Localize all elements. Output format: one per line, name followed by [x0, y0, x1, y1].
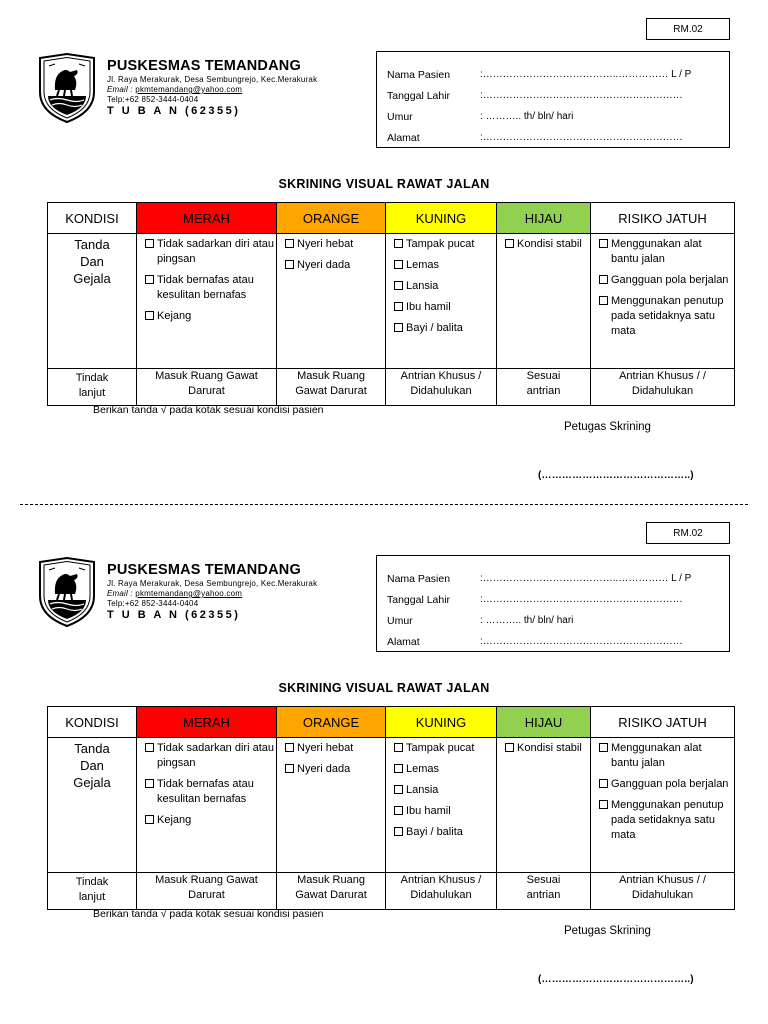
- checkbox-item[interactable]: [591, 273, 734, 288]
- checkbox-item[interactable]: [386, 825, 496, 840]
- screening-form-top: [0, 0, 768, 500]
- clinic-name: PUSKESMAS TEMANDANG: [107, 58, 301, 74]
- followup-hijau: Sesuai antrian: [497, 873, 591, 910]
- checkbox-label: Kejang: [157, 814, 192, 826]
- empty-checkbox-icon[interactable]: [285, 743, 294, 752]
- empty-checkbox-icon[interactable]: [145, 815, 154, 824]
- clinic-phone: Telp:+62 852-3444-0404: [107, 599, 199, 608]
- header-kuning: KUNING: [386, 203, 497, 234]
- screening-form-bottom: [0, 504, 768, 1004]
- signs-orange-cell: [277, 234, 386, 369]
- checkbox-label: Menggunakan penutup pada setidaknya satu mata: [611, 295, 724, 337]
- patient-name-label: Nama Pasien: [387, 69, 451, 81]
- form-title: SKRINING VISUAL RAWAT JALAN: [278, 177, 490, 191]
- checkbox-item[interactable]: [386, 279, 496, 294]
- clinic-email: pkmtemandang@yahoo.com: [135, 85, 243, 94]
- address-field[interactable]: :……………………………………………………: [480, 636, 683, 647]
- checkbox-item[interactable]: [386, 741, 496, 756]
- clinic-email-line: [107, 589, 317, 599]
- checkbox-label: Tampak pucat: [406, 238, 475, 250]
- empty-checkbox-icon[interactable]: [394, 827, 403, 836]
- header-merah: MERAH: [137, 203, 277, 234]
- patient-info-box: [376, 51, 730, 148]
- checkbox-item[interactable]: [591, 294, 734, 339]
- age-label: Umur: [387, 615, 413, 627]
- empty-checkbox-icon[interactable]: [394, 785, 403, 794]
- checkbox-item[interactable]: [277, 762, 385, 777]
- checkbox-item[interactable]: [137, 237, 276, 267]
- empty-checkbox-icon[interactable]: [285, 239, 294, 248]
- clinic-phone: Telp:+62 852-3444-0404: [107, 95, 199, 104]
- age-field[interactable]: : ……….. th/ bln/ hari: [480, 111, 574, 122]
- checkbox-label: Lemas: [406, 763, 440, 775]
- checkbox-item[interactable]: [137, 309, 276, 324]
- patient-info-box: [376, 555, 730, 652]
- checkbox-item[interactable]: [497, 741, 590, 756]
- empty-checkbox-icon[interactable]: [599, 275, 608, 284]
- empty-checkbox-icon[interactable]: [394, 743, 403, 752]
- checkbox-label: Tidak sadarkan diri atau pingsan: [157, 238, 274, 265]
- clinic-city: T U B A N (62355): [107, 105, 241, 117]
- checkbox-item[interactable]: [591, 237, 734, 267]
- checkbox-label: Lansia: [406, 280, 439, 292]
- followup-row-label: Tindak lanjut: [48, 369, 137, 406]
- crest-logo-icon: [37, 52, 97, 124]
- form-code: RM.02: [646, 18, 730, 40]
- empty-checkbox-icon[interactable]: [505, 743, 514, 752]
- clinic-email: pkmtemandang@yahoo.com: [135, 589, 243, 598]
- checkbox-label: Tidak sadarkan diri atau pingsan: [157, 742, 274, 769]
- followup-merah: Masuk Ruang Gawat Darurat: [137, 369, 277, 406]
- checkbox-label: Bayi / balita: [406, 826, 463, 838]
- checkbox-item[interactable]: [591, 777, 734, 792]
- header-hijau: HIJAU: [497, 203, 591, 234]
- header-kondisi: KONDISI: [48, 203, 137, 234]
- checkbox-item[interactable]: [386, 321, 496, 336]
- email-label: Email :: [107, 589, 133, 598]
- header-hijau: HIJAU: [497, 707, 591, 738]
- clinic-address: Jl. Raya Merakurak, Desa Sembungrejo, Kec.Merakurak: [107, 75, 318, 84]
- empty-checkbox-icon[interactable]: [599, 743, 608, 752]
- checkbox-label: Kejang: [157, 310, 192, 322]
- empty-checkbox-icon[interactable]: [599, 800, 608, 809]
- checkbox-item[interactable]: [386, 762, 496, 777]
- patient-name-label: Nama Pasien: [387, 573, 451, 585]
- address-field[interactable]: :……………………………………………………: [480, 132, 683, 143]
- checkbox-label: Tidak bernafas atau kesulitan bernafas: [157, 274, 254, 301]
- empty-checkbox-icon[interactable]: [599, 239, 608, 248]
- signs-merah-cell: [137, 738, 277, 873]
- followup-orange: Masuk Ruang Gawat Darurat: [277, 873, 386, 910]
- followup-orange: Masuk Ruang Gawat Darurat: [277, 369, 386, 406]
- signs-risiko-cell: [591, 738, 735, 873]
- signature-line[interactable]: (……………………………………..): [538, 470, 694, 481]
- signs-merah-cell: [137, 234, 277, 369]
- checkbox-label: Lemas: [406, 259, 440, 271]
- checkbox-item[interactable]: [277, 258, 385, 273]
- signs-kuning-cell: [386, 234, 497, 369]
- checkbox-label: Tidak bernafas atau kesulitan bernafas: [157, 778, 254, 805]
- checkbox-label: Gangguan pola berjalan: [611, 778, 729, 790]
- clinic-email-line: [107, 85, 317, 95]
- checkbox-label: Nyeri dada: [297, 259, 351, 271]
- checkbox-label: Kondisi stabil: [517, 742, 582, 754]
- header-risiko-jatuh: RISIKO JATUH: [591, 707, 735, 738]
- empty-checkbox-icon[interactable]: [394, 281, 403, 290]
- checkbox-item[interactable]: [386, 300, 496, 315]
- empty-checkbox-icon[interactable]: [285, 260, 294, 269]
- header-kondisi: KONDISI: [48, 707, 137, 738]
- checkbox-label: Kondisi stabil: [517, 238, 582, 250]
- signs-row-label: Tanda Dan Gejala: [48, 738, 137, 873]
- clinic-name: PUSKESMAS TEMANDANG: [107, 562, 301, 578]
- empty-checkbox-icon[interactable]: [145, 779, 154, 788]
- checkbox-label: Gangguan pola berjalan: [611, 274, 729, 286]
- screening-table: [47, 202, 735, 406]
- checkbox-item[interactable]: [277, 741, 385, 756]
- checkbox-label: Nyeri dada: [297, 763, 351, 775]
- checkbox-label: Ibu hamil: [406, 805, 451, 817]
- checkbox-label: Menggunakan alat bantu jalan: [611, 238, 702, 265]
- officer-label: Petugas Skrining: [564, 925, 651, 937]
- checkbox-item[interactable]: [277, 237, 385, 252]
- birth-date-label: Tanggal Lahir: [387, 594, 451, 606]
- checkbox-item[interactable]: [386, 804, 496, 819]
- header-merah: MERAH: [137, 707, 277, 738]
- patient-name-field[interactable]: :…………………………………..…………… L / P: [480, 69, 692, 80]
- followup-row-label: Tindak lanjut: [48, 873, 137, 910]
- empty-checkbox-icon[interactable]: [145, 743, 154, 752]
- checkbox-label: Ibu hamil: [406, 301, 451, 313]
- address-label: Alamat: [387, 636, 420, 648]
- checkbox-item[interactable]: [137, 741, 276, 771]
- form-title: SKRINING VISUAL RAWAT JALAN: [278, 681, 490, 695]
- header-orange: ORANGE: [277, 707, 386, 738]
- followup-risiko: Antrian Khusus / / Didahulukan: [591, 369, 735, 406]
- checkbox-item[interactable]: [591, 798, 734, 843]
- checkbox-label: Lansia: [406, 784, 439, 796]
- empty-checkbox-icon[interactable]: [599, 296, 608, 305]
- checkbox-item[interactable]: [591, 741, 734, 771]
- empty-checkbox-icon[interactable]: [394, 806, 403, 815]
- instruction-note: Berikan tanda √ pada kotak sesuai kondisi pasien: [93, 908, 324, 920]
- followup-kuning: Antrian Khusus / Didahulukan: [386, 369, 497, 406]
- crest-logo-icon: [37, 556, 97, 628]
- birth-date-field[interactable]: :……………………………………………………: [480, 90, 683, 101]
- checkbox-label: Menggunakan penutup pada setidaknya satu mata: [611, 799, 724, 841]
- checkbox-item[interactable]: [137, 273, 276, 303]
- checkbox-label: Nyeri hebat: [297, 742, 354, 754]
- checkbox-item[interactable]: [137, 777, 276, 807]
- address-label: Alamat: [387, 132, 420, 144]
- signs-kuning-cell: [386, 738, 497, 873]
- checkbox-label: Menggunakan alat bantu jalan: [611, 742, 702, 769]
- clinic-city: T U B A N (62355): [107, 609, 241, 621]
- header-risiko-jatuh: RISIKO JATUH: [591, 203, 735, 234]
- signature-line[interactable]: (……………………………………..): [538, 974, 694, 985]
- checkbox-item[interactable]: [497, 237, 590, 252]
- patient-name-field[interactable]: :…………………………………..…………… L / P: [480, 573, 692, 584]
- birth-date-field[interactable]: :……………………………………………………: [480, 594, 683, 605]
- followup-merah: Masuk Ruang Gawat Darurat: [137, 873, 277, 910]
- checkbox-item[interactable]: [386, 237, 496, 252]
- checkbox-label: Bayi / balita: [406, 322, 463, 334]
- form-code: RM.02: [646, 522, 730, 544]
- followup-risiko: Antrian Khusus / / Didahulukan: [591, 873, 735, 910]
- instruction-note: Berikan tanda √ pada kotak sesuai kondisi pasien: [93, 404, 324, 416]
- header-kuning: KUNING: [386, 707, 497, 738]
- checkbox-item[interactable]: [386, 258, 496, 273]
- empty-checkbox-icon[interactable]: [145, 275, 154, 284]
- empty-checkbox-icon[interactable]: [285, 764, 294, 773]
- empty-checkbox-icon[interactable]: [394, 764, 403, 773]
- empty-checkbox-icon[interactable]: [505, 239, 514, 248]
- empty-checkbox-icon[interactable]: [145, 239, 154, 248]
- officer-label: Petugas Skrining: [564, 421, 651, 433]
- birth-date-label: Tanggal Lahir: [387, 90, 451, 102]
- empty-checkbox-icon[interactable]: [394, 302, 403, 311]
- signs-hijau-cell: [497, 738, 591, 873]
- checkbox-item[interactable]: [386, 783, 496, 798]
- checkbox-label: Nyeri hebat: [297, 238, 354, 250]
- empty-checkbox-icon[interactable]: [394, 260, 403, 269]
- signs-risiko-cell: [591, 234, 735, 369]
- signs-row-label: Tanda Dan Gejala: [48, 234, 137, 369]
- followup-kuning: Antrian Khusus / Didahulukan: [386, 873, 497, 910]
- checkbox-label: Tampak pucat: [406, 742, 475, 754]
- empty-checkbox-icon[interactable]: [145, 311, 154, 320]
- email-label: Email :: [107, 85, 133, 94]
- screening-table: [47, 706, 735, 910]
- empty-checkbox-icon[interactable]: [394, 323, 403, 332]
- signs-hijau-cell: [497, 234, 591, 369]
- signs-orange-cell: [277, 738, 386, 873]
- empty-checkbox-icon[interactable]: [394, 239, 403, 248]
- followup-hijau: Sesuai antrian: [497, 369, 591, 406]
- age-field[interactable]: : ……….. th/ bln/ hari: [480, 615, 574, 626]
- clinic-address: Jl. Raya Merakurak, Desa Sembungrejo, Kec.Merakurak: [107, 579, 318, 588]
- header-orange: ORANGE: [277, 203, 386, 234]
- age-label: Umur: [387, 111, 413, 123]
- checkbox-item[interactable]: [137, 813, 276, 828]
- empty-checkbox-icon[interactable]: [599, 779, 608, 788]
